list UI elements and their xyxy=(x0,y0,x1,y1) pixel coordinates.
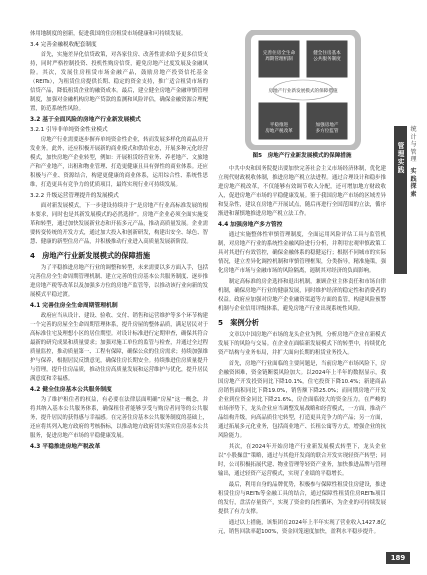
paragraph: 体用地制度的创新，促进我国的住房租赁市场健康和可持续发展。 xyxy=(30,31,187,37)
diagram-measure-label: 平稳推进房地产税改革 xyxy=(265,123,293,134)
chapter-heading: 5 案例分析 xyxy=(218,318,259,327)
paragraph: 为了维护租住者的权益，有必要在法律层面明确“房屋”这一概念，并将其纳入基本公共服务体系，确保租住者能够享受与购房者同等的公共服务，提升居民的获得感与幸福感。在完善住房基本公共服务制度的基础上，还应将其列入地方政府的考核指标，以推动地方政府切实落实住房基本公共服务，促进房地产市场的平稳健康发展。 xyxy=(30,397,208,439)
paragraph: 最后，利用自身的品牌优势，积极参与保障性租赁住房建设，推进租赁住房与REITs等金融工具的结合，通过保障性租赁住房REITs项目的发行，盘活存量资产，实现了资金的良性循环，为企业的可持续发展提供了有力支撑。 xyxy=(218,482,386,515)
paragraph: 通过实施整体性审慎管理制度，全面运用风险评估工具与监管机制，对房地产行业的系统性金融风险进行分析，并利用宏观审慎政策工具对其进行有效管控，确保金融体系的稳健运行；根据不同城市的实际情况，建立差异化调控机制和审慎管理框架，分类指导，精准施策，强化房地产市场与金融市场的风险隔离，遏制其对经济的负面影响。 xyxy=(218,232,386,274)
figure-caption: 图5 房地产行业新发展模式的保障措施 xyxy=(252,153,352,159)
paragraph: 文章以中国房地产市场的龙头企业为例，分析房地产企业在新模式发展下的风险与交易。在企业在面临新发展模式下的转型中，持续优化资产结构与业务布局，并扩大面向长期的租赁业务投入。 xyxy=(218,332,386,356)
diagram-measure-box xyxy=(306,102,348,140)
paragraph: 为了平稳推进房地产行业的调整和转型，未来需要以多方面入手，包括完善住房全生命周期管理机制、建立完善的住房基本公共服务制度、逐步推进房地产税等改革以及加强多方位的房地产监管等，以推动该行业向新的发展模式平稳过渡。 xyxy=(30,265,208,298)
section-heading: 3.2 基于全面风险的房地产行业新发展模式 xyxy=(30,117,141,123)
diagram-measure-label: 加强房地产多方位监管 xyxy=(315,123,339,134)
section-heading: 3.4 完善金融税收配套制度 xyxy=(30,42,97,48)
section-heading: 4.1 完善住房全生命周期管理机制 xyxy=(30,303,118,309)
right-column xyxy=(218,30,386,539)
paragraph: 政府应当从设计、建设、验收、交付、销售和运营维护等多个环节构建一个完善的房屋全生命周期管理体系，提升房屋的整体品质，满足居民对于高标准住宅及理想小区的居住期望。对设计标准进行定期审查，确保其符合最新的研究成果和质量要求；加强对施工单位的监管与检查，并通过全过程质量监控，推动质量第一、工程有保障，确保公众的住房需求；持续加强维护与保养，根据居民反馈意见，确保住房长期安全。持续推进住房质量提升与管理，提升住房品质，推动住房高质量发展和运营维护与优化，提升居民满意度和幸福感。 xyxy=(30,313,208,382)
guarantee-measures-diagram xyxy=(218,30,386,150)
paragraph: 其次，在2024年开始房地产行业新发展模式转型下，龙头企业以“小股操盘”策略，通过与其他开发商的联合开发实现轻资产转型；同时，公司积极拓展代建、物业管理等轻资产业务，加快推进品牌与管理输出，通过轻资产运营模式，实现了业绩的平稳增长。 xyxy=(218,444,386,477)
section-heading: 4.2 健全住房基本公共服务制度 xyxy=(30,387,112,393)
figure-diagram xyxy=(218,30,386,150)
side-label-column: 实践探索 xyxy=(410,168,417,198)
paragraph: 房地产行业需要逐步摒弃单纯资金性企业，转而发展多样化的商品房开发业务。此外，还应积极开展新的商业模式和供给业态，开展多种元化经营模式，加快房地产企业转型，例如：开展租赁经营业务、养老地产、文旅地产和产业地产，出租和物业管理、打造更健康且具有弹性的商业体系。还应积极与产业、资源结合，构建更健康的商业体系，运用综合性、系统性思维，打造更具有竞争力的优质项目，最终实现行业可持续发展。 xyxy=(30,137,208,188)
subsection-heading: 3.2.2 升级运营管理提升的发展模式 xyxy=(30,193,119,199)
chapter-heading: 4 房地产行业新发展模式的保障措施 xyxy=(30,251,151,260)
left-column xyxy=(30,30,208,453)
paragraph: 中共中央和国务院提出要加快完善社会主义市场经济体制，优化建立现代财政税收体制，推进房地产税立法进程。通过合理设计和稳步推进房地产税改革，不仅能够有效调节收入分配，还可增加地方财政收入，促进房地产市场的平稳健康发展。鉴于我国房地产市场的区域差异和复杂性，建议在房地产开展试点，随后再进行全国范围的立法，循序渐进和谨慎地推进房地产税立法工作。 xyxy=(218,166,386,217)
side-label-journal: 统计与管理 xyxy=(410,126,417,163)
diagram-center-label: 房地产行业新发展模式的保障措施 xyxy=(268,89,338,94)
diagram-measure-label: 完善住房全生命周期管理机制 xyxy=(262,51,296,62)
section-heading: 4.3 平稳推进房地产税改革 xyxy=(30,444,101,450)
diagram-measure-label: 健全住房基本公共服务制度 xyxy=(313,51,341,62)
diagram-measure-box xyxy=(258,102,300,140)
side-label-section: 管理实践 xyxy=(397,142,405,174)
paragraph: 首先，实施差异化信贷政策，对各家住房、改善性需求给予更多信贷支持，同时严格控制投资、投机性购房信贷，避免房地产过度发展及金融风险。其次，发展住房租赁市场金融产品，鼓励房地产投资信托基金（REITs），为租赁住房提供长期、稳定的资金支持，推广适合租赁市场的信贷产品，降低租赁企业的融资成本。最后，建立健全房地产金融审慎管理制度，加强对金融机构房地产贷款的监测和风险评估，确保金融资源合理配置，防范系统性风险。 xyxy=(30,52,208,112)
section-heading: 4.4 加强房地产多方管控 xyxy=(218,222,283,228)
paragraph: 首先，房地产行业面临的主要问题是，当前房地产市场风险下，房企融资困难，资金链断裂风险加大。以2024年上半年的数据显示，我国房地产开发投资同比下降10.1%，住宅投资下降10.4%；新建商品房销售面积同比下降19.0%，销售额下降25.0%；而同期房地产开发企业到位资金同比下降21.6%，房企面临较大的资金压力。在严峻的市场形势下，龙头企业应当调整发展战略和经营模式，一方面，推动产品结构升级，向高品质住宅转型，打造更具竞争力的产品；另一方面，通过拓展多元化业务，包括商业地产、长租公寓等方式，增强企业的抗风险能力。 xyxy=(218,361,386,439)
paragraph: 通过以上措施，该集团在2024年上半年实现了营业收入1427.8亿元，销售回款率超100%，资金回笼速度加快，盈利水平稳步提升。 xyxy=(218,520,386,535)
paragraph: 面对新发展模式，下一步建设持续并于“是房地产行业高标准发展的根本要求，同时也是其新发展模式的必然选择”。房地产企业必须全面实施变革和转型，通过加快发展新业态和开拓多元产品，推动高质量发展。企业需要转变传统的开发方式，通过加大投入和创新研发，构建出安全、绿色、智慧、健康的新型住房产品，并积极推动行业进入高质量发展新阶段。 xyxy=(30,203,208,245)
paragraph: 制定高标准的房企选择和退出机制，兼顾企业主体责任和市场自律机制，确保房地产行业的健康发展，同时维护经济的稳定性和消费者的权益。政府应加强对房地产企业融资渠道等方面的监管，构建风险预警机制与企业信用评级体系，避免房地产行业出现系统性风险。 xyxy=(218,279,386,312)
page-number: 189 xyxy=(386,552,410,564)
subsection-heading: 3.2.1 引导非单纯资金性业模式 xyxy=(30,127,108,133)
